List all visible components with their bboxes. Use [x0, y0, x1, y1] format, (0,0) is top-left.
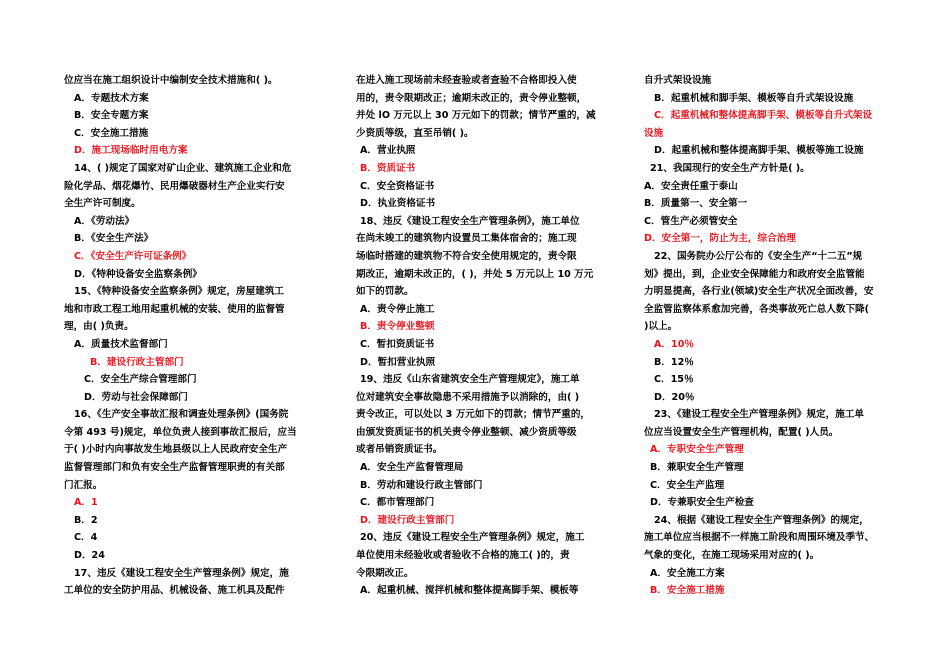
- text-line: 在进入施工现场前未经查验或者查验不合格即投入使: [356, 75, 577, 86]
- text-line: 理，由( )负责。: [64, 321, 134, 333]
- text-line: 16、《生产安全事故汇报和调查处理条例》(国务院: [74, 409, 289, 421]
- text-line: 险化学品、烟花爆竹、民用爆破器材生产企业实行安: [64, 180, 285, 192]
- answer-line: D．施工现场临时用电方案: [74, 145, 188, 157]
- text-line: 责令改正，可以处以 3 万元如下的罚款；情节严重的，: [356, 409, 591, 421]
- text-line: 23、《建设工程安全生产管理条例》规定，施工单: [654, 409, 865, 421]
- text-line: D．24: [74, 550, 105, 562]
- text-line: 24、根据《建设工程安全生产管理条例》的规定，: [654, 514, 869, 526]
- text-line: 位对建筑安全事故隐患不采用措施予以消除的，由( ): [356, 391, 580, 403]
- text-line: C．安全生产综合管理部门: [84, 374, 197, 386]
- left-text-column: [64, 72, 304, 600]
- text-line: B．2: [74, 514, 98, 526]
- answer-line: D．建设行政主管部门: [360, 514, 455, 526]
- text-line: 门汇报。: [64, 479, 103, 491]
- text-line: 19、违反《山东省建筑安全生产管理规定》，施工单: [360, 374, 580, 386]
- text-line: 在尚未竣工的建筑物内设置员工集体宿舍的；施工现: [356, 233, 577, 245]
- text-line: 划》提出，到，企业安全保障能力和政府安全监管能: [644, 268, 865, 280]
- text-line: A．起重机械、搅拌机械和整体提高脚手架、模板等: [360, 585, 579, 597]
- text-line: A．安全施工方案: [650, 567, 725, 579]
- text-line: A．专题技术方案: [74, 92, 149, 104]
- text-line: 令限期改正。: [356, 567, 414, 579]
- text-line: A．营业执照: [360, 145, 416, 157]
- text-line: 15、《特种设备安全监察条例》规定，房屋建筑工: [74, 286, 285, 298]
- text-line: 20、违反《建设工程安全生产管理条例》规定，施工: [360, 532, 585, 544]
- text-line: 由颁发资质证书的机关责令停业整顿、减少资质等级: [356, 426, 577, 438]
- text-line: D．起重机械和整体提高脚手架、模板等施工设施: [654, 145, 864, 157]
- text-line: 工单位的安全防护用品、机械设备、施工机具及配件: [64, 585, 285, 597]
- text-line: B．兼职安全生产管理: [650, 462, 744, 474]
- text-line: 监督管理部门和负有安全生产监督管理职责的有关部: [64, 462, 285, 474]
- text-line: C．安全生产监理: [650, 479, 725, 491]
- text-line: A．安全生产监督管理局: [360, 462, 464, 474]
- text-line: 全生产许可制度。: [64, 198, 141, 210]
- text-line: 或者吊销资质证书。: [356, 444, 443, 456]
- text-line: B．劳动和建设行政主管部门: [360, 479, 483, 491]
- text-line: 施工单位应当根据不一样施工阶段和周围环境及季节、: [644, 532, 875, 544]
- text-line: )以上。: [644, 321, 678, 333]
- text-line: 自升式架设设施: [644, 75, 712, 86]
- text-line: C．15％: [654, 374, 694, 386]
- text-line: C．都市管理部门: [360, 497, 435, 509]
- text-line: 少资质等级，直至吊销( )。: [356, 127, 474, 139]
- text-line: D．劳动与社会保障部门: [84, 391, 188, 403]
- middle-text-column: [356, 72, 598, 600]
- text-line: C．4: [74, 532, 98, 544]
- text-line: C．安全施工措施: [74, 127, 149, 139]
- text-line: 力明显提高，各行业(领域)安全生产状况全面改善，安: [644, 286, 874, 298]
- text-line: B．起重机械和脚手架、模板等自升式架设设施: [654, 92, 854, 104]
- answer-line: C．起重机械和整体提高脚手架、模板等自升式架设: [654, 110, 873, 122]
- answer-line: B．责令停业整顿: [360, 321, 435, 333]
- text-line: 地和市政工程工地用起重机械的安装、使用的监督管: [64, 303, 285, 315]
- text-line: 18、违反《建设工程安全生产管理条例》，施工单位: [360, 215, 580, 227]
- text-line: 位应当设置安全生产管理机构，配置( )人员。: [644, 426, 839, 438]
- text-line: 并处 lO 万元以上 30 万元如下的罚款；情节严重的，减: [356, 110, 596, 122]
- text-line: 14、( )规定了国家对矿山企业、建筑施工企业和危: [74, 162, 292, 174]
- right-text-column: [644, 72, 888, 600]
- text-line: 22、国务院办公厅公布的《安全生产“十二五”规: [654, 250, 863, 262]
- text-line: A．质量技术监督部门: [74, 338, 168, 350]
- text-line: C．安全资格证书: [360, 180, 435, 192]
- text-line: D．20％: [654, 391, 695, 403]
- text-line: 17、违反《建设工程安全生产管理条例》规定，施: [74, 567, 289, 579]
- text-line: 场临时搭建的建筑物不符合安全使用规定的，责令限: [356, 250, 577, 262]
- text-line: D．专兼职安全生产检查: [650, 497, 754, 509]
- text-line: 气象的变化，在施工现场采用对应的( )。: [644, 550, 820, 562]
- text-line: B．安全专题方案: [74, 110, 149, 122]
- text-line: 令第 493 号)规定，单位负责人接到事故汇报后，应当: [64, 426, 297, 438]
- answer-line: C．《安全生产许可证条例》: [74, 250, 192, 262]
- text-line: 如下的罚款。: [356, 286, 414, 298]
- text-line: 用的，责令限期改正；逾期未改正的，责令停业整顿，: [356, 92, 587, 104]
- answer-line: A．专职安全生产管理: [650, 444, 744, 456]
- answer-line: B．资质证书: [360, 162, 416, 174]
- answer-line: D．安全第一，防止为主，综合治理: [644, 233, 796, 245]
- answer-line: A．10％: [654, 338, 694, 350]
- text-line: A．安全责任重于泰山: [644, 180, 738, 192]
- text-line: 位应当在施工组织设计中编制安全技术措施和( )。: [64, 75, 278, 86]
- text-line: D．执业资格证书: [360, 198, 436, 210]
- answer-line: 设施: [644, 127, 664, 139]
- text-line: B．12％: [654, 356, 694, 368]
- text-line: A．《劳动法》: [74, 215, 135, 227]
- text-line: D．《特种设备安全监察条例》: [74, 268, 202, 280]
- text-line: 期改正，逾期未改正的，( )，并处 5 万元以上 10 万元: [356, 268, 594, 280]
- text-line: 全监管监察体系愈加完善，各类事故死亡总人数下降(: [644, 303, 870, 315]
- answer-line: A．1: [74, 497, 98, 509]
- text-line: B．质量第一、安全第一: [644, 198, 748, 210]
- text-line: C．管生产必须管安全: [644, 215, 738, 227]
- text-line: 21、我国现行的安全生产方针是( )。: [650, 162, 810, 174]
- text-line: D．暂扣营业执照: [360, 356, 436, 368]
- text-line: 于( )小时内向事故发生地县级以上人民政府安全生产: [64, 444, 288, 456]
- text-line: 单位使用未经验收或者验收不合格的施工( )的，责: [356, 550, 570, 562]
- text-line: A．责令停止施工: [360, 303, 435, 315]
- text-line: C．暂扣资质证书: [360, 338, 435, 350]
- text-line: B．《安全生产法》: [74, 233, 154, 245]
- answer-line: B．安全施工措施: [650, 585, 725, 597]
- answer-line: B．建设行政主管部门: [90, 356, 184, 368]
